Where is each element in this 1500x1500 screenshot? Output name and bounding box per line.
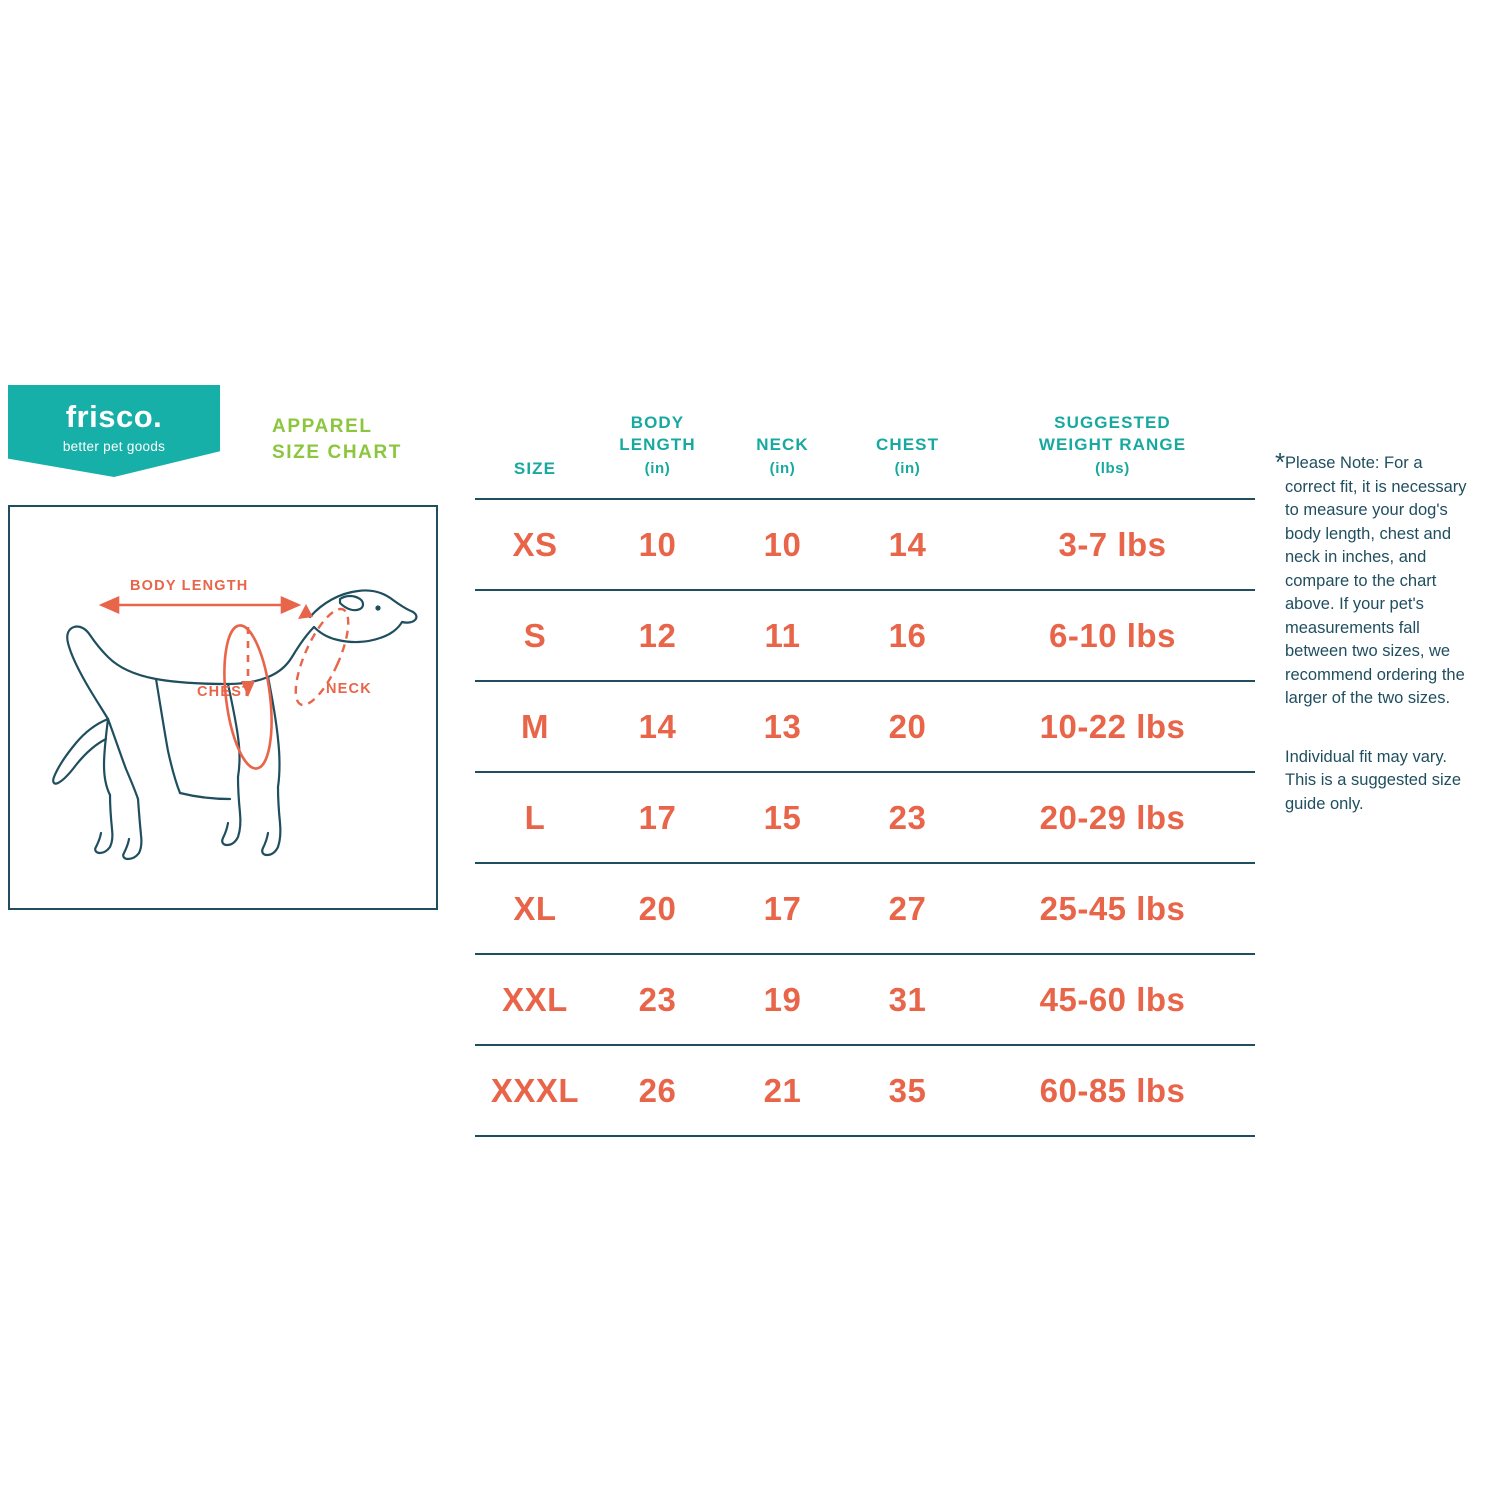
dog-illustration-icon xyxy=(10,507,436,908)
brand-logo xyxy=(8,385,220,477)
cell-neck: 13 xyxy=(720,681,845,772)
header-weight-unit: (lbs) xyxy=(1095,460,1130,477)
header-body-line2: LENGTH xyxy=(619,435,696,454)
header-weight-line2: WEIGHT RANGE xyxy=(1038,435,1187,454)
cell-neck: 21 xyxy=(720,1045,845,1136)
cell-chest: 31 xyxy=(845,954,970,1045)
table-row xyxy=(475,772,1255,863)
cell-body-length: 26 xyxy=(595,1045,720,1136)
cell-weight: 3-7 lbs xyxy=(970,499,1255,590)
cell-body-length: 20 xyxy=(595,863,720,954)
cell-chest: 23 xyxy=(845,772,970,863)
cell-body-length: 10 xyxy=(595,499,720,590)
cell-weight: 60-85 lbs xyxy=(970,1045,1255,1136)
header-neck-unit: (in) xyxy=(769,460,796,477)
cell-size: XXL xyxy=(475,954,595,1045)
label-neck: NECK xyxy=(326,681,372,697)
table-row xyxy=(475,590,1255,681)
cell-body-length: 17 xyxy=(595,772,720,863)
header-size-label: SIZE xyxy=(513,459,557,478)
cell-neck: 15 xyxy=(720,772,845,863)
label-chest: CHEST xyxy=(197,684,253,700)
note-asterisk: * xyxy=(1275,447,1286,477)
header-neck xyxy=(720,412,845,499)
header-weight xyxy=(970,412,1255,499)
cell-chest: 16 xyxy=(845,590,970,681)
header-body-length xyxy=(595,412,720,499)
cell-neck: 10 xyxy=(720,499,845,590)
cell-weight: 10-22 lbs xyxy=(970,681,1255,772)
chart-caption xyxy=(272,414,482,466)
cell-chest: 27 xyxy=(845,863,970,954)
header-chest xyxy=(845,412,970,499)
cell-body-length: 12 xyxy=(595,590,720,681)
cell-weight: 20-29 lbs xyxy=(970,772,1255,863)
cell-neck: 17 xyxy=(720,863,845,954)
header-chest-label: CHEST xyxy=(875,435,940,454)
cell-weight: 45-60 lbs xyxy=(970,954,1255,1045)
note-block xyxy=(1275,447,1475,816)
cell-neck: 19 xyxy=(720,954,845,1045)
cell-size: XXXL xyxy=(475,1045,595,1136)
cell-chest: 14 xyxy=(845,499,970,590)
size-table xyxy=(475,412,1255,1137)
cell-size: S xyxy=(475,590,595,681)
cell-size: M xyxy=(475,681,595,772)
cell-body-length: 23 xyxy=(595,954,720,1045)
table-row xyxy=(475,1045,1255,1136)
cell-body-length: 14 xyxy=(595,681,720,772)
header-body-unit: (in) xyxy=(644,460,671,477)
cell-size: XS xyxy=(475,499,595,590)
table-row xyxy=(475,863,1255,954)
header-chest-unit: (in) xyxy=(894,460,921,477)
cell-neck: 11 xyxy=(720,590,845,681)
label-body-length: BODY LENGTH xyxy=(130,578,249,594)
table-row xyxy=(475,499,1255,590)
cell-chest: 20 xyxy=(845,681,970,772)
cell-size: L xyxy=(475,772,595,863)
table-row xyxy=(475,954,1255,1045)
header-neck-label: NECK xyxy=(756,435,809,454)
note-paragraph-2: Individual fit may vary. This is a suggested size guide only. xyxy=(1285,747,1462,813)
cell-weight: 6-10 lbs xyxy=(970,590,1255,681)
size-table-wrapper xyxy=(475,412,1255,1137)
caption-line-1: APPAREL xyxy=(272,416,373,437)
brand-name: frisco. xyxy=(65,399,163,434)
note-paragraph-1: Please Note: For a correct fit, it is necessary to measure your dog's body length, chest and neck in inches, and compare to the chart above. If your pet's measurements fall between two sizes, we recommend ordering the larger of the two sizes. xyxy=(1285,454,1467,707)
table-row xyxy=(475,681,1255,772)
cell-weight: 25-45 lbs xyxy=(970,863,1255,954)
header-body-line1: BODY xyxy=(630,413,685,432)
header-weight-line1: SUGGESTED xyxy=(1054,413,1171,432)
cell-size: XL xyxy=(475,863,595,954)
brand-tagline: better pet goods xyxy=(62,439,166,454)
table-header-row xyxy=(475,412,1255,499)
header-size xyxy=(475,412,595,499)
caption-line-2: SIZE CHART xyxy=(272,442,402,463)
cell-chest: 35 xyxy=(845,1045,970,1136)
dog-diagram-box xyxy=(8,505,438,910)
